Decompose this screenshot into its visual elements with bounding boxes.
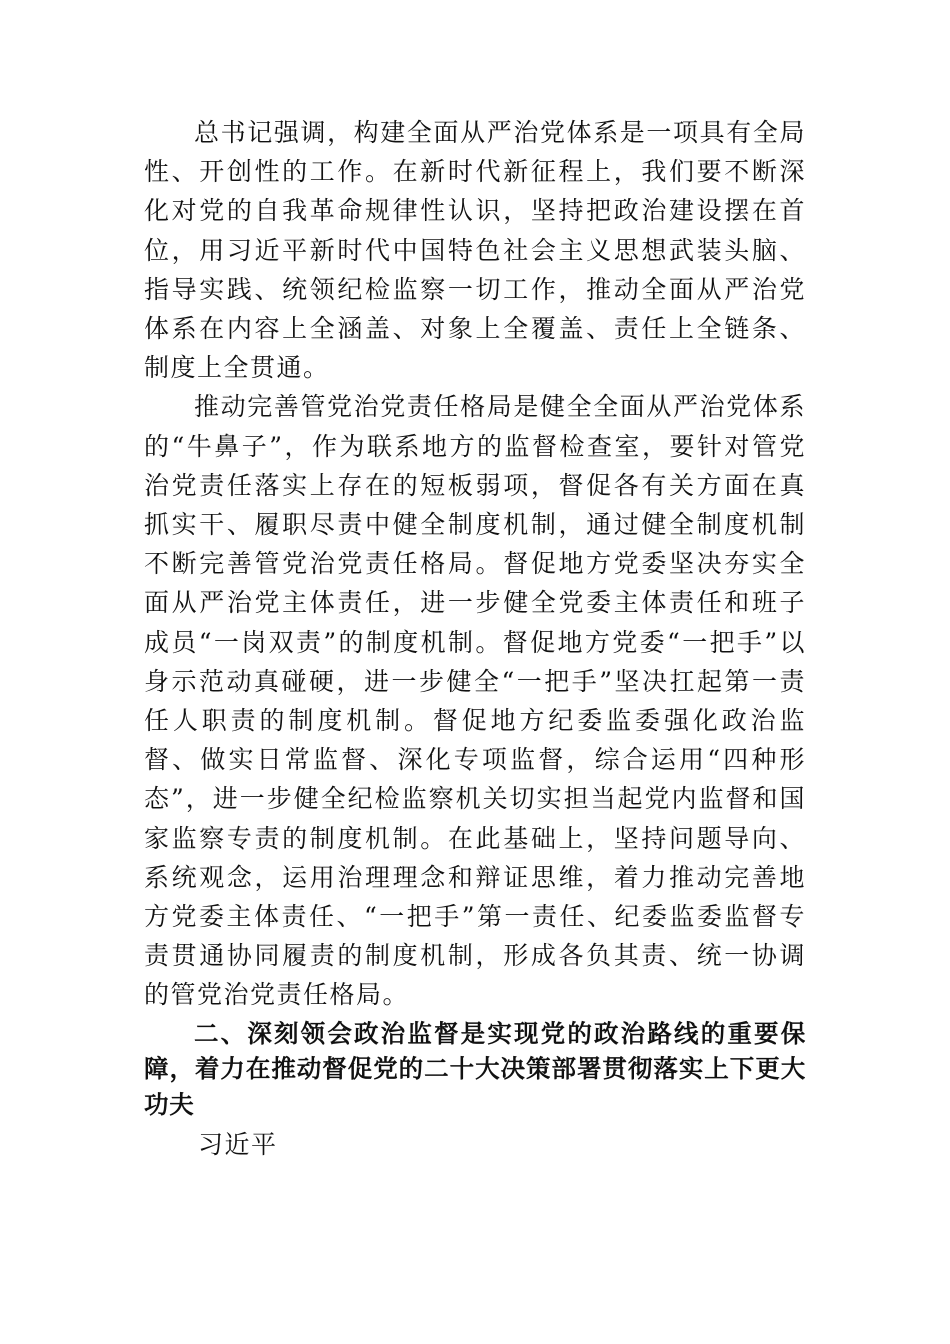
document-body (144, 113, 806, 1164)
author-name: 习近平 (198, 1130, 278, 1160)
section-heading: 二、深刻领会政治监督是实现党的政治路线的重要保障，着力在推动督促党的二十大决策部署贯彻落实上下更大功夫 (144, 1018, 806, 1119)
paragraph-1: 总书记强调，构建全面从严治党体系是一项具有全局性、开创性的工作。在新时代新征程上，我们要不断深化对党的自我革命规律性认识，坚持把政治建设摆在首位，用习近平新时代中国特色社会主义思想武装头脑、指导实践、统领纪检监察一切工作，推动全面从严治党体系在内容上全涵盖、对象上全覆盖、责任上全链条、制度上全贯通。 (144, 118, 806, 383)
paragraph-2: 推动完善管党治党责任格局是健全全面从严治党体系的“牛鼻子”，作为联系地方的监督检查室，要针对管党治党责任落实上存在的短板弱项，督促各有关方面在真抓实干、履职尽责中健全制度机制，通过健全制度机制不断完善管党治党责任格局。督促地方党委坚决夯实全面从严治党主体责任，进一步健全党委主体责任和班子成员“一岗双责”的制度机制。督促地方党委“一把手”以身示范动真碰硬，进一步健全“一把手”坚决扛起第一责任人职责的制度机制。督促地方纪委监委强化政治监督、做实日常监督、深化专项监督，综合运用“四种形态”，进一步健全纪检监察机关切实担当起党内监督和国家监察专责的制度机制。在此基础上，坚持问题导向、系统观念，运用治理理念和辩证思维，着力推动完善地方党委主体责任、“一把手”第一责任、纪委监委监督专责贯通协同履责的制度机制，形成各负其责、统一协调的管党治党责任格局。 (144, 392, 806, 1010)
